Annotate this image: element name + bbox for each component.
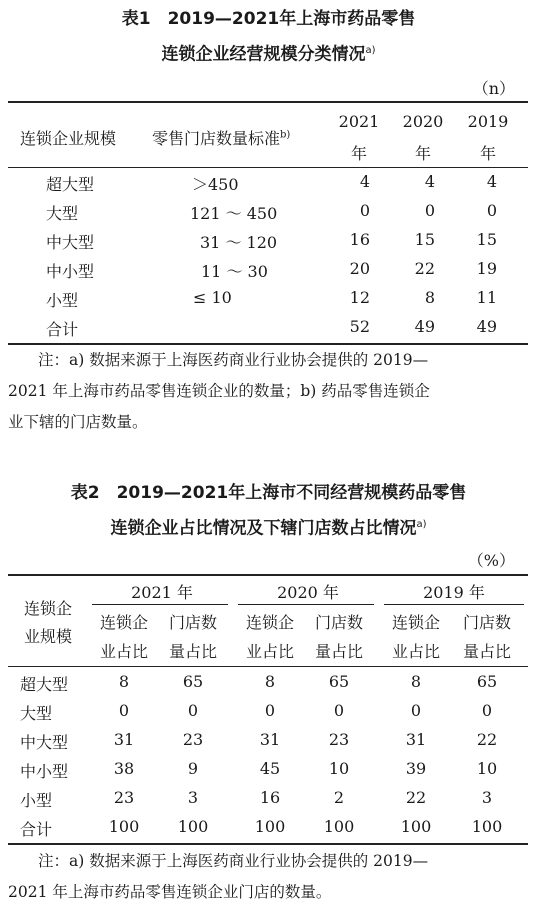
table-row-scale: 小型 [20,791,53,810]
table-row-2021: 52 [349,317,370,336]
table1-note-line1: 注：a) 数据来源于上海医药商业行业协会提供的 2019— [38,351,429,369]
table2-header-ent-2019-l2: 业占比 [391,642,440,661]
table-row-ent-2019: 100 [400,817,432,836]
table2-header-rule [8,666,528,667]
table-row-ent-2019: 22 [405,788,427,807]
table2-header-store-2019-l2: 量占比 [462,642,511,661]
table1-note [8,345,528,438]
table-row-2020: 15 [414,230,435,249]
table2-header-ent-2020-l1: 连锁企 [245,613,294,632]
table-row-ent-2019: 31 [405,730,427,749]
table1-header-2020: 2020 [402,112,444,131]
table2-header-ent-2021-l2: 业占比 [99,642,148,661]
table-row-scale: 大型 [20,704,53,723]
table-row-standard: ＞450 [192,175,239,194]
table1-header-standard: 零售门店数量标准$^{b)}$ [152,129,291,148]
table-row-standard: ≤ 10 [193,288,232,307]
table-row-scale: 小型 [46,291,79,310]
table-row-2019: 15 [476,230,497,249]
table-row-ent-2019: 8 [410,672,422,691]
table-row-standard: 121 ～ 450 [190,204,278,223]
table-row-ent-2021: 23 [113,788,135,807]
table-row-store-2021: 65 [182,672,204,691]
table-row-store-2020: 23 [328,730,350,749]
table2-header-2019: 2019 年 [423,583,485,602]
table-row-ent-2020: 31 [259,730,281,749]
table-row-2020: 49 [414,317,435,336]
table2-2020-subrule [238,604,374,605]
table-row-store-2020: 10 [328,759,350,778]
table2-header-ent-2019-l1: 连锁企 [391,613,440,632]
table-row-standard: 31 ～ 120 [200,233,278,252]
table2-caption-line2: 连锁企业占比情况及下辖门店数占比情况$^{a)}$ [110,518,427,539]
table1-header-rule [8,167,528,168]
table1-caption-line2: 连锁企业经营规模分类情况$^{a)}$ [161,44,376,65]
table-row-2021: 20 [349,259,370,278]
table1-note-line3: 业下辖的门店数量。 [8,413,148,431]
table-row-ent-2019: 39 [405,759,427,778]
table-row-2021: 12 [349,288,370,307]
table2-header-2021: 2021 年 [131,583,193,602]
table-row-2020: 22 [414,259,435,278]
table1-header-2019: 2019 [467,112,509,131]
table2-header-ent-2021-l1: 连锁企 [99,613,148,632]
table1-header-2019-unit: 年 [479,144,496,163]
table1-header-scale: 连锁企业规模 [20,129,117,148]
table-row-2019: 49 [476,317,497,336]
table-row-scale: 合计 [46,320,79,339]
table-row-ent-2020: 16 [259,788,281,807]
table2-caption-line1: 表2 2019—2021年上海市不同经营规模药品零售 [70,483,467,503]
table2-header-scale-l2: 业规模 [23,627,72,646]
table2-header-scale-l1: 连锁企 [23,599,72,618]
table-row-2021: 0 [359,201,370,220]
table-row-scale: 中大型 [20,733,69,752]
table2-header-store-2020-l2: 量占比 [314,642,363,661]
table-row-scale: 超大型 [46,175,95,194]
table2-header-ent-2020-l2: 业占比 [245,642,294,661]
table-row-2021: 16 [349,230,370,249]
table2-header-store-2021-l1: 门店数 [168,613,217,632]
table2-2021-subrule [92,604,228,605]
table-row-scale: 中大型 [46,233,95,252]
table-row-scale: 合计 [20,820,53,839]
table-row-store-2021: 3 [187,788,199,807]
table-row-store-2019: 10 [476,759,498,778]
table-row-scale: 大型 [46,204,79,223]
table2-note-line2: 2021 年上海市药品零售连锁企业门店的数量。 [8,883,332,901]
table-row-2020: 4 [424,172,435,191]
table1-header-2021: 2021 [338,112,380,131]
table-row-store-2020: 0 [333,701,345,720]
table2-2019-subrule [384,604,524,605]
table1-unit: （n） [472,79,515,98]
table-row-2019: 0 [486,201,497,220]
table2-unit: （%） [467,551,515,570]
table-row-ent-2021: 31 [113,730,135,749]
table-row-scale: 超大型 [20,675,69,694]
table-row-store-2019: 100 [471,817,503,836]
table-row-store-2020: 65 [328,672,350,691]
table2-header-store-2020-l1: 门店数 [314,613,363,632]
table-row-ent-2021: 0 [118,701,130,720]
table-row-store-2019: 65 [476,672,498,691]
table2-note [8,846,528,908]
table-row-2019: 11 [476,288,497,307]
table-row-ent-2020: 8 [264,672,276,691]
table1-header-2021-unit: 年 [350,144,367,163]
table-row-store-2021: 9 [187,759,199,778]
table-row-scale: 中小型 [20,762,69,781]
table-row-store-2019: 3 [481,788,493,807]
table-row-ent-2021: 38 [113,759,135,778]
table1-top-rule [8,101,528,103]
table2-header-2020: 2020 年 [277,583,339,602]
table2-header-store-2019-l1: 门店数 [462,613,511,632]
table1-header-2020-unit: 年 [414,144,431,163]
table-row-scale: 中小型 [46,262,95,281]
table2-top-rule [8,574,528,576]
table1-caption-line1: 表1 2019—2021年上海市药品零售 [121,9,416,29]
table1-note-line2: 2021 年上海市药品零售连锁企业的数量；b) 药品零售连锁企 [8,382,430,400]
table-row-ent-2020: 45 [259,759,281,778]
table-row-ent-2019: 0 [410,701,422,720]
table-row-2019: 19 [476,259,497,278]
table-row-store-2019: 0 [481,701,493,720]
table-row-2019: 4 [486,172,497,191]
table-row-ent-2020: 0 [264,701,276,720]
table-row-ent-2021: 100 [108,817,140,836]
table-row-store-2021: 0 [187,701,199,720]
table-row-store-2019: 22 [476,730,498,749]
table2-bottom-rule [8,843,528,845]
table2-header-store-2021-l2: 量占比 [168,642,217,661]
table-row-store-2020: 2 [333,788,345,807]
table-row-2020: 8 [424,288,435,307]
table-row-store-2020: 100 [323,817,355,836]
table-row-2021: 4 [359,172,370,191]
table-row-ent-2020: 100 [254,817,286,836]
table-row-standard: 11 ～ 30 [201,262,268,281]
table-row-ent-2021: 8 [118,672,130,691]
table-row-store-2021: 100 [177,817,209,836]
table2-note-line1: 注：a) 数据来源于上海医药商业行业协会提供的 2019— [38,852,429,870]
table-row-store-2021: 23 [182,730,204,749]
table-row-2020: 0 [424,201,435,220]
